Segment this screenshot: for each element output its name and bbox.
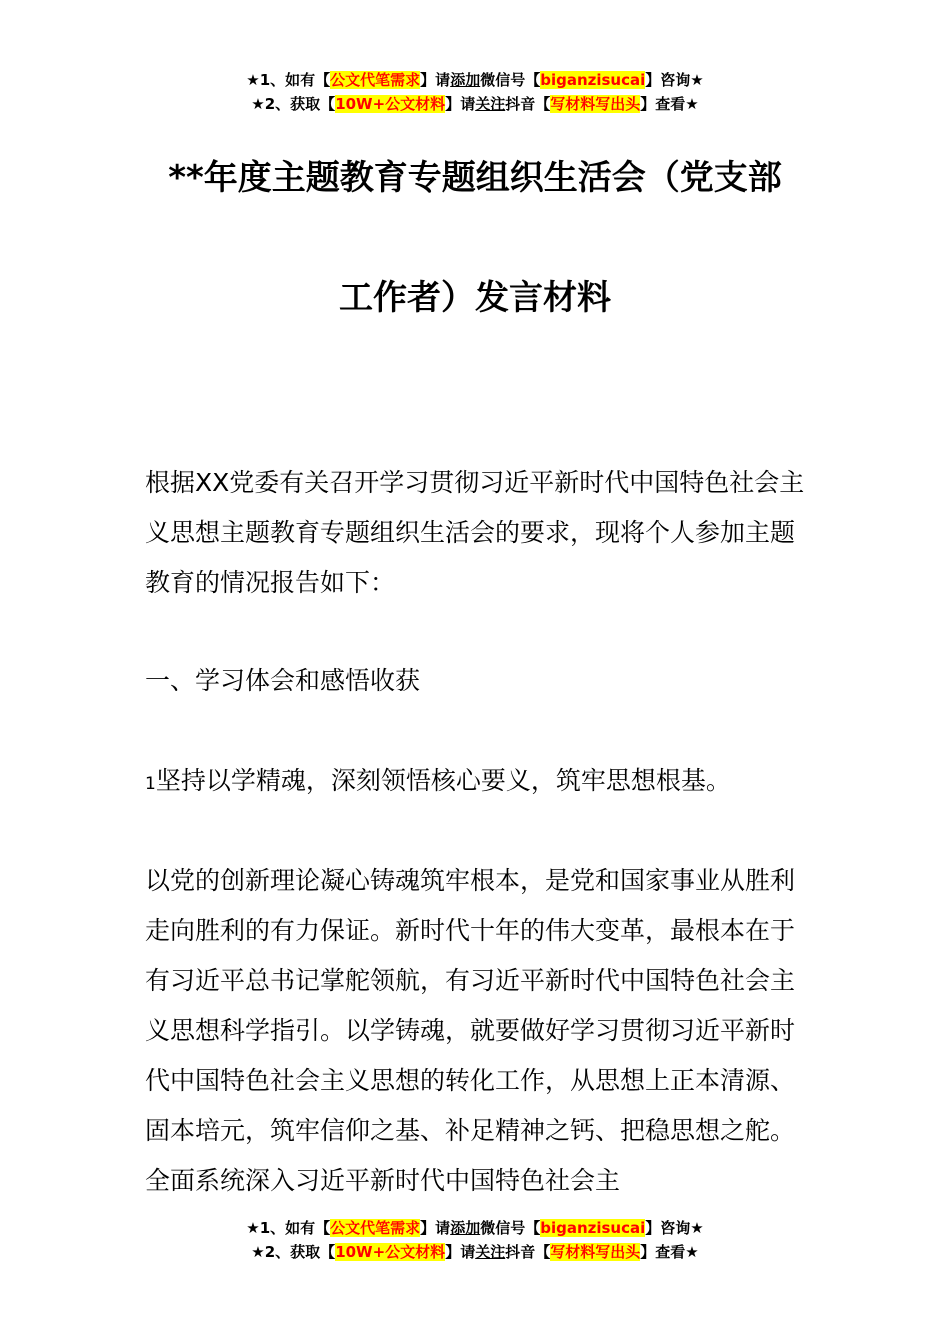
document-title-line-1: **年度主题教育专题组织生活会（党支部	[168, 158, 782, 198]
section-heading: 一、学习体会和感悟收获	[145, 666, 421, 695]
highlight-wechat-id: biganzisucai	[540, 71, 646, 89]
item-number: 1	[145, 774, 156, 794]
document-title-line-2: 工作者）发言材料	[339, 278, 611, 318]
banner-line-1: ★1、如有【公文代笔需求】请添加微信号【biganzisucai】咨询★	[246, 1219, 704, 1237]
highlight-wechat-id: biganzisucai	[540, 1219, 646, 1237]
highlight-douyin: 写材料写出头	[550, 95, 641, 113]
item-heading	[145, 756, 810, 809]
header-banner	[0, 68, 950, 116]
banner-line-2: ★2、获取【10W+公文材料】请关注抖音【写材料写出头】查看★	[251, 1243, 699, 1261]
highlight-materials: 10W+公文材料	[335, 95, 446, 113]
highlight-douyin: 写材料写出头	[550, 1243, 641, 1261]
banner-line-1: ★1、如有【公文代笔需求】请添加微信号【biganzisucai】咨询★	[246, 71, 704, 89]
footer-banner	[0, 1216, 950, 1264]
highlight-service: 公文代笔需求	[330, 71, 421, 89]
highlight-materials: 10W+公文材料	[335, 1243, 446, 1261]
item-heading-text: 坚持以学精魂，深刻领悟核心要义，筑牢思想根基。	[155, 766, 731, 795]
banner-line-2: ★2、获取【10W+公文材料】请关注抖音【写材料写出头】查看★	[251, 95, 699, 113]
intro-paragraph: 根据XX党委有关召开学习贯彻习近平新时代中国特色社会主义思想主题教育专题组织生活会的要求，现将个人参加主题教育的情况报告如下：	[145, 468, 805, 597]
body-paragraph: 以党的创新理论凝心铸魂筑牢根本，是党和国家事业从胜利走向胜利的有力保证。新时代十年的伟大变革，最根本在于有习近平总书记掌舵领航，有习近平新时代中国特色社会主义思想科学指引。以学铸魂，就要做好学习贯彻习近平新时代中国特色社会主义思想的转化工作，从思想上正本清源、固本培元，筑牢信仰之基、补足精神之钙、把稳思想之舵。全面系统深入习近平新时代中国特色社会主	[145, 866, 796, 1195]
highlight-service: 公文代笔需求	[330, 1219, 421, 1237]
